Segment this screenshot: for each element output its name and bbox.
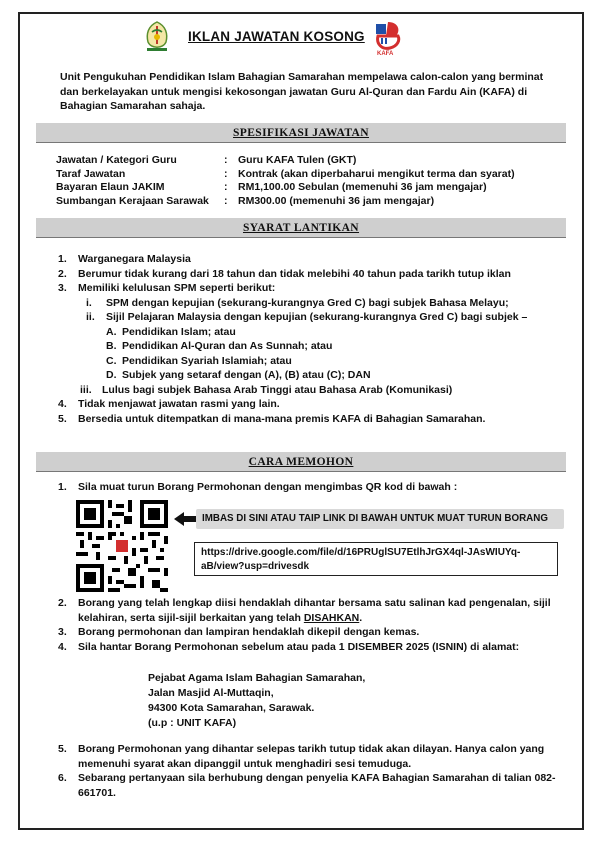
apply-steps-final [58,742,563,800]
item-number: 2. [58,267,67,280]
list-item [58,480,563,495]
item-number: 4. [58,398,67,410]
section-title-spec: SPESIFIKASI JAWATAN [233,127,369,139]
item-text: Sila muat turun Borang Permohonan dengan mengimbas QR kod di bawah : [78,481,458,493]
spec-row [56,168,556,182]
item-number: C. [106,354,117,367]
emphasis-text: DISAHKAN [303,611,360,624]
spec-row [56,195,556,209]
list-item [58,368,563,383]
address-line: 94300 Kota Samarahan, Sarawak. [148,702,315,714]
address-line: (u.p : UNIT KAFA) [148,717,237,729]
item-text: Subjek yang setaraf dengan (A), (B) atau (C); DAN [122,369,371,381]
item-text: Borang Permohonan yang dihantar selepas tarikh tutup tidak akan dilayan. Hanya calon yang memenuhi syarat akan dipanggil untuk menghadiri sesi temuduga. [78,743,545,770]
qr-center-logo-icon [116,540,128,552]
address-line: Jalan Masjid Al-Muttaqin, [148,687,274,699]
list-item [58,325,563,340]
spec-label: Jawatan / Kategori Guru [56,154,177,166]
item-text: Memiliki kelulusan SPM seperti berikut: [78,282,276,294]
list-item [58,742,563,771]
item-number: 2. [58,597,67,609]
page-title: IKLAN JAWATAN KOSONG [188,29,365,44]
spec-colon: : [224,194,228,207]
item-text: Borang yang telah lengkap diisi hendaklah dihantar bersama satu salinan kad pengenalan, sijil kelahiran, serta sijil-sijil berkaitan yang telah [78,597,551,624]
list-item [58,596,563,625]
spec-value: RM1,100.00 Sebulan (memenuhi 36 jam mengajar) [238,181,487,193]
item-text: Pendidikan Al-Quran dan As Sunnah; atau [122,340,333,352]
section-header-apply [36,452,566,472]
item-number: i. [86,296,92,309]
item-number: 1. [58,481,67,493]
item-number: 3. [58,282,67,294]
item-text-end: . [359,611,363,624]
intro-paragraph: Unit Pengukuhan Pendidikan Islam Bahagian Samarahan mempelawa calon-calon yang berminat dan berkelayakan untuk mengisi kekosongan jawatan Guru Al-Quran dan Fardu Ain (KAFA) di Bahagian Samarahan sahaja. [60,71,544,112]
item-text: Sijil Pelajaran Malaysia dengan kepujian (sekurang-kurangnya Gred C) bagi subjek – [106,311,528,323]
kafa-logo-text: KAFA [377,51,394,56]
item-number: 1. [58,253,67,265]
list-item [58,310,563,325]
item-text: SPM dengan kepujian (sekurang-kurangnya Gred C) bagi subjek Bahasa Melayu; [106,296,509,309]
section-header-requirements [36,218,566,238]
spec-label: Taraf Jawatan [56,167,126,180]
item-number: 5. [58,743,67,755]
item-number: 4. [58,640,67,653]
islamic-council-crest-icon [142,20,172,54]
item-text: Pendidikan Islam; atau [122,325,236,338]
list-item [58,281,563,296]
list-item [58,625,563,640]
item-number: 5. [58,412,67,425]
item-number: 3. [58,626,67,638]
list-item [58,339,563,354]
section-title-apply: CARA MEMOHON [248,456,354,468]
spec-value: Guru KAFA Tulen (GKT) [238,154,357,166]
item-text: Lulus bagi subjek Bahasa Arab Tinggi atau Bahasa Arab (Komunikasi) [102,383,453,396]
spec-label: Sumbangan Kerajaan Sarawak [56,194,209,207]
address-line: Pejabat Agama Islam Bahagian Samarahan, [148,672,366,684]
item-number: A. [106,325,117,338]
item-number: B. [106,340,117,352]
mailing-address [148,671,365,731]
qr-code[interactable] [76,500,168,592]
item-number: D. [106,369,117,381]
download-link[interactable]: https://drive.google.com/file/d/16PRUglSU7EtlhJrGX4ql-JAsWIUYq-aB/view?usp=drivesdk [194,542,558,576]
item-text: Borang permohonan dan lampiran hendaklah dikepil dengan kemas. [78,626,420,638]
list-item [58,640,563,655]
apply-steps [58,596,563,654]
item-number: ii. [86,311,95,323]
kafa-logo-icon [372,20,404,56]
spec-row [56,181,556,195]
item-text: Bersedia untuk ditempatkan di mana-mana premis KAFA di Bahagian Samarahan. [78,412,486,425]
list-item [58,383,563,398]
item-number: iii. [80,383,92,396]
apply-step-1 [58,480,563,495]
spec-table [56,154,556,208]
spec-label: Bayaran Elaun JAKIM [56,181,165,193]
list-item [58,252,563,267]
item-number: 6. [58,772,67,784]
section-title-requirements: SYARAT LANTIKAN [242,222,360,234]
spec-value: RM300.00 (memenuhi 36 jam mengajar) [238,194,435,207]
item-text: Sila hantar Borang Permohonan sebelum atau pada 1 DISEMBER 2025 (ISNIN) di alamat: [78,640,520,653]
section-header-spec [36,123,566,143]
spec-row [56,154,556,168]
spec-colon: : [224,167,228,180]
spec-colon: : [224,154,228,166]
spec-colon: : [224,181,228,193]
list-item [58,296,563,311]
list-item [58,412,563,427]
list-item [58,354,563,369]
list-item [58,267,563,282]
scan-instruction: IMBAS DI SINI ATAU TAIP LINK DI BAWAH UNTUK MUAT TURUN BORANG [196,509,564,529]
item-text: Berumur tidak kurang dari 18 tahun dan tidak melebihi 40 tahun pada tarikh tutup iklan [78,267,511,280]
item-text: Sebarang pertanyaan sila berhubung dengan penyelia KAFA Bahagian Samarahan di talian 082-661701. [78,772,556,799]
spec-value: Kontrak (akan diperbaharui mengikut terma dan syarat) [238,167,515,180]
list-item [58,771,563,800]
requirements-list [58,252,563,426]
list-item [58,397,563,412]
item-text: Tidak menjawat jawatan rasmi yang lain. [78,398,280,410]
item-text: Pendidikan Syariah Islamiah; atau [122,354,292,367]
item-text: Warganegara Malaysia [78,253,191,265]
header [0,20,600,60]
